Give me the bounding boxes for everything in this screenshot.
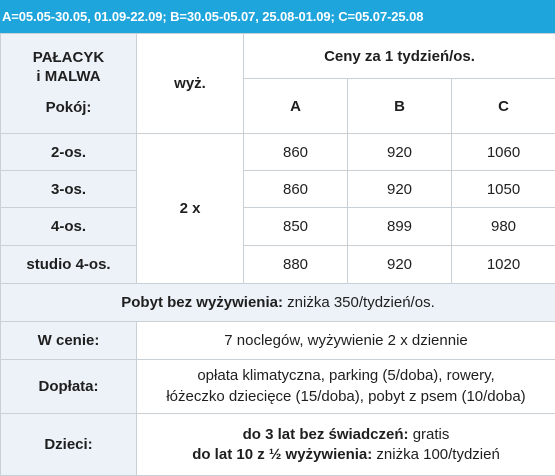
room-name: 4-os. [1,208,137,246]
header-property-cell [1,34,137,134]
price-table [0,33,555,476]
season-dates-banner [0,0,555,33]
price-a: 860 [244,171,348,208]
property-name-line2: i MALWA [36,68,100,85]
surcharge-line2: łóżeczko dziecięce (15/doba), pobyt z psem (10/doba) [166,388,525,405]
room-name: 2-os. [1,134,137,171]
property-name-line1: PAŁACYK [33,49,104,66]
no-board-row [1,284,555,322]
price-b: 920 [348,246,452,284]
table-row [1,246,555,284]
table-row [1,171,555,208]
surcharge-value [137,360,555,414]
surcharge-line1: opłata klimatyczna, parking (5/doba), rowery, [197,367,494,384]
table-row [1,134,555,171]
children-line2-rest: zniżka 100/tydzień [376,446,499,463]
prices-caption: Ceny za 1 tydzień/os. [244,34,555,79]
price-b: 920 [348,171,452,208]
season-b-header: B [348,79,452,134]
children-value [137,414,555,476]
no-board-value: zniżka 350/tydzień/os. [287,294,435,311]
price-c: 980 [452,208,555,246]
children-line1-rest: gratis [413,426,450,443]
children-label: Dzieci: [1,414,137,476]
included-row [1,322,555,360]
included-value: 7 noclegów, wyżywienie 2 x dziennie [137,322,555,360]
season-a-header: A [244,79,348,134]
children-row [1,414,555,476]
season-dates-text: A=05.05-30.05, 01.09-22.09; B=30.05-05.07, 25.08-01.09; C=05.07-25.08 [2,9,423,24]
room-column-label: Pokój: [46,99,92,116]
price-c: 1020 [452,246,555,284]
price-b: 899 [348,208,452,246]
no-board-label: Pobyt bez wyżywienia: [121,294,283,311]
no-board-cell [1,284,555,322]
price-a: 860 [244,134,348,171]
room-name: 3-os. [1,171,137,208]
board-column-header: wyż. [137,34,244,134]
surcharge-label: Dopłata: [1,360,137,414]
season-c-header: C [452,79,555,134]
included-label: W cenie: [1,322,137,360]
room-name: studio 4-os. [1,246,137,284]
price-a: 850 [244,208,348,246]
price-c: 1050 [452,171,555,208]
surcharge-row [1,360,555,414]
children-line2-bold: do lat 10 z ½ wyżywienia: [192,446,372,463]
price-c: 1060 [452,134,555,171]
price-b: 920 [348,134,452,171]
children-line1-bold: do 3 lat bez świadczeń: [243,426,409,443]
header-row-top [1,34,555,79]
price-a: 880 [244,246,348,284]
board-value: 2 x [137,134,244,284]
table-row [1,208,555,246]
